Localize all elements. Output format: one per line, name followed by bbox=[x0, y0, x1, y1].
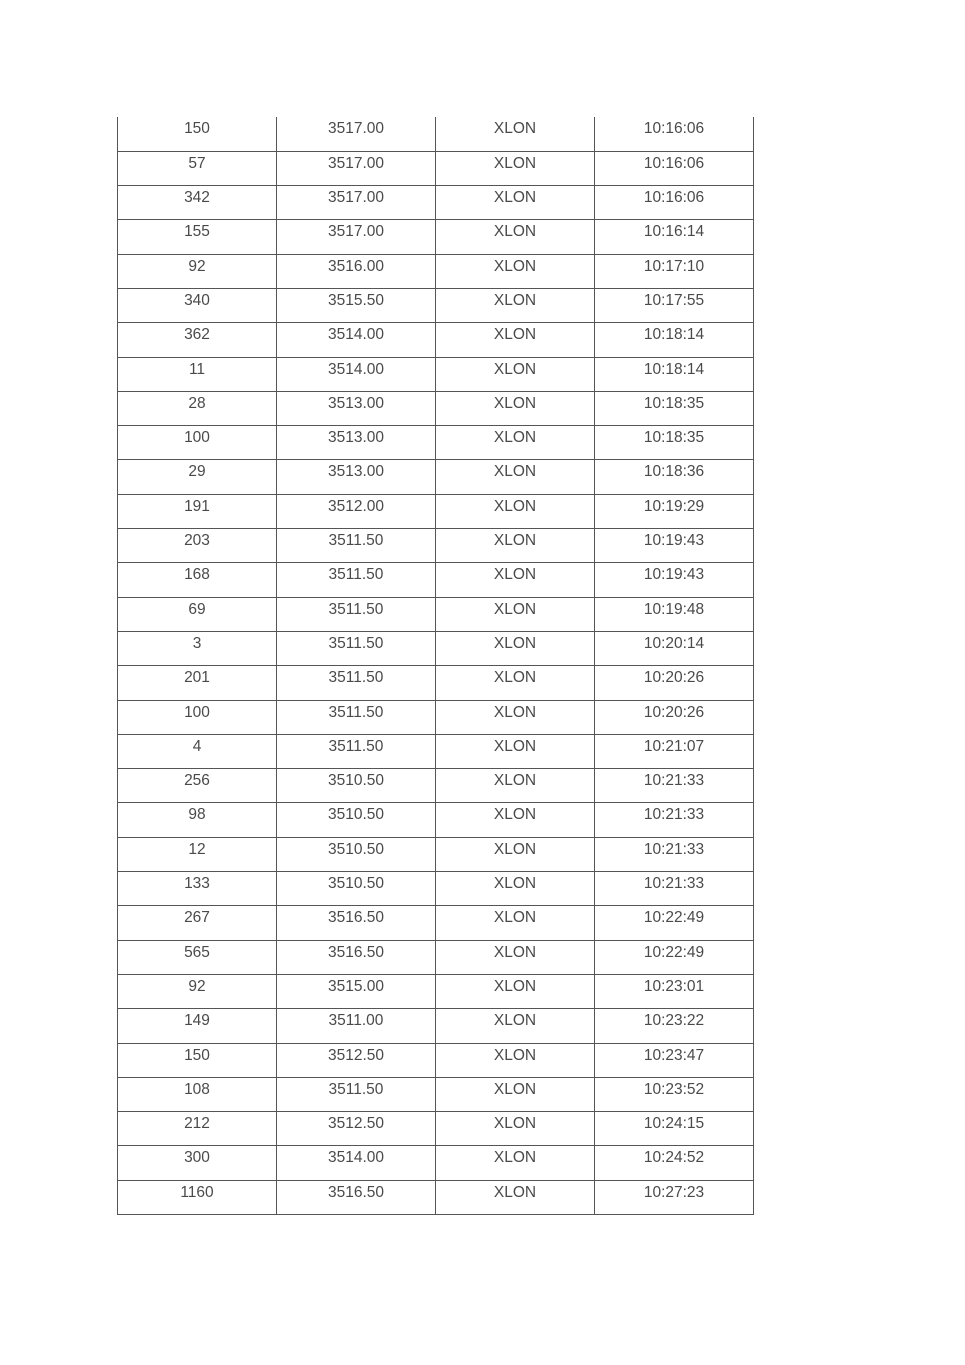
table-row bbox=[118, 186, 754, 220]
price-cell: 3512.50 bbox=[277, 1112, 436, 1146]
venue-cell: XLON bbox=[436, 974, 595, 1008]
time-cell: 10:18:35 bbox=[595, 426, 754, 460]
price-cell: 3511.50 bbox=[277, 597, 436, 631]
volume-cell: 191 bbox=[118, 494, 277, 528]
volume-cell: 150 bbox=[118, 1043, 277, 1077]
time-cell: 10:19:43 bbox=[595, 529, 754, 563]
volume-cell: 133 bbox=[118, 872, 277, 906]
table-row bbox=[118, 220, 754, 254]
venue-cell: XLON bbox=[436, 1077, 595, 1111]
time-cell: 10:18:36 bbox=[595, 460, 754, 494]
volume-cell: 212 bbox=[118, 1112, 277, 1146]
venue-cell: XLON bbox=[436, 494, 595, 528]
venue-cell: XLON bbox=[436, 563, 595, 597]
price-cell: 3511.50 bbox=[277, 631, 436, 665]
table-row bbox=[118, 1077, 754, 1111]
table-row bbox=[118, 151, 754, 185]
volume-cell: 300 bbox=[118, 1146, 277, 1180]
price-cell: 3512.50 bbox=[277, 1043, 436, 1077]
price-cell: 3514.00 bbox=[277, 357, 436, 391]
volume-cell: 92 bbox=[118, 254, 277, 288]
table-row bbox=[118, 700, 754, 734]
time-cell: 10:21:33 bbox=[595, 769, 754, 803]
table-row bbox=[118, 734, 754, 768]
venue-cell: XLON bbox=[436, 529, 595, 563]
time-cell: 10:24:52 bbox=[595, 1146, 754, 1180]
time-cell: 10:20:26 bbox=[595, 700, 754, 734]
volume-cell: 340 bbox=[118, 288, 277, 322]
transactions-table bbox=[117, 117, 754, 1215]
table-row bbox=[118, 357, 754, 391]
venue-cell: XLON bbox=[436, 426, 595, 460]
table-row bbox=[118, 494, 754, 528]
table-row bbox=[118, 1043, 754, 1077]
volume-cell: 69 bbox=[118, 597, 277, 631]
table-row bbox=[118, 1112, 754, 1146]
venue-cell: XLON bbox=[436, 734, 595, 768]
table-row bbox=[118, 837, 754, 871]
time-cell: 10:16:06 bbox=[595, 186, 754, 220]
time-cell: 10:23:22 bbox=[595, 1009, 754, 1043]
price-cell: 3514.00 bbox=[277, 1146, 436, 1180]
time-cell: 10:19:43 bbox=[595, 563, 754, 597]
venue-cell: XLON bbox=[436, 220, 595, 254]
time-cell: 10:17:55 bbox=[595, 288, 754, 322]
price-cell: 3516.00 bbox=[277, 254, 436, 288]
table-row bbox=[118, 631, 754, 665]
table-row bbox=[118, 974, 754, 1008]
venue-cell: XLON bbox=[436, 151, 595, 185]
price-cell: 3513.00 bbox=[277, 426, 436, 460]
volume-cell: 108 bbox=[118, 1077, 277, 1111]
table-row bbox=[118, 1180, 754, 1214]
time-cell: 10:17:10 bbox=[595, 254, 754, 288]
venue-cell: XLON bbox=[436, 117, 595, 151]
volume-cell: 100 bbox=[118, 700, 277, 734]
time-cell: 10:19:48 bbox=[595, 597, 754, 631]
volume-cell: 3 bbox=[118, 631, 277, 665]
price-cell: 3514.00 bbox=[277, 323, 436, 357]
time-cell: 10:22:49 bbox=[595, 940, 754, 974]
venue-cell: XLON bbox=[436, 323, 595, 357]
volume-cell: 150 bbox=[118, 117, 277, 151]
price-cell: 3511.50 bbox=[277, 734, 436, 768]
time-cell: 10:18:14 bbox=[595, 323, 754, 357]
table-row bbox=[118, 769, 754, 803]
time-cell: 10:18:14 bbox=[595, 357, 754, 391]
price-cell: 3515.00 bbox=[277, 974, 436, 1008]
volume-cell: 201 bbox=[118, 666, 277, 700]
price-cell: 3516.50 bbox=[277, 906, 436, 940]
price-cell: 3517.00 bbox=[277, 151, 436, 185]
volume-cell: 12 bbox=[118, 837, 277, 871]
price-cell: 3511.50 bbox=[277, 1077, 436, 1111]
time-cell: 10:20:14 bbox=[595, 631, 754, 665]
volume-cell: 267 bbox=[118, 906, 277, 940]
venue-cell: XLON bbox=[436, 186, 595, 220]
price-cell: 3512.00 bbox=[277, 494, 436, 528]
table-row bbox=[118, 426, 754, 460]
price-cell: 3510.50 bbox=[277, 769, 436, 803]
price-cell: 3515.50 bbox=[277, 288, 436, 322]
volume-cell: 11 bbox=[118, 357, 277, 391]
volume-cell: 4 bbox=[118, 734, 277, 768]
venue-cell: XLON bbox=[436, 1009, 595, 1043]
table-row bbox=[118, 254, 754, 288]
venue-cell: XLON bbox=[436, 1180, 595, 1214]
venue-cell: XLON bbox=[436, 1146, 595, 1180]
price-cell: 3510.50 bbox=[277, 837, 436, 871]
volume-cell: 98 bbox=[118, 803, 277, 837]
time-cell: 10:21:33 bbox=[595, 872, 754, 906]
time-cell: 10:16:06 bbox=[595, 117, 754, 151]
time-cell: 10:23:47 bbox=[595, 1043, 754, 1077]
venue-cell: XLON bbox=[436, 597, 595, 631]
volume-cell: 155 bbox=[118, 220, 277, 254]
price-cell: 3511.00 bbox=[277, 1009, 436, 1043]
volume-cell: 256 bbox=[118, 769, 277, 803]
table-row bbox=[118, 940, 754, 974]
venue-cell: XLON bbox=[436, 391, 595, 425]
venue-cell: XLON bbox=[436, 906, 595, 940]
volume-cell: 342 bbox=[118, 186, 277, 220]
volume-cell: 168 bbox=[118, 563, 277, 597]
venue-cell: XLON bbox=[436, 357, 595, 391]
volume-cell: 28 bbox=[118, 391, 277, 425]
volume-cell: 203 bbox=[118, 529, 277, 563]
price-cell: 3517.00 bbox=[277, 186, 436, 220]
time-cell: 10:23:01 bbox=[595, 974, 754, 1008]
table-row bbox=[118, 666, 754, 700]
time-cell: 10:20:26 bbox=[595, 666, 754, 700]
table-row bbox=[118, 460, 754, 494]
price-cell: 3511.50 bbox=[277, 529, 436, 563]
time-cell: 10:23:52 bbox=[595, 1077, 754, 1111]
price-cell: 3517.00 bbox=[277, 220, 436, 254]
volume-cell: 149 bbox=[118, 1009, 277, 1043]
price-cell: 3511.50 bbox=[277, 666, 436, 700]
venue-cell: XLON bbox=[436, 666, 595, 700]
volume-cell: 362 bbox=[118, 323, 277, 357]
time-cell: 10:19:29 bbox=[595, 494, 754, 528]
price-cell: 3516.50 bbox=[277, 940, 436, 974]
venue-cell: XLON bbox=[436, 1112, 595, 1146]
venue-cell: XLON bbox=[436, 837, 595, 871]
table-row bbox=[118, 872, 754, 906]
table-row bbox=[118, 563, 754, 597]
price-cell: 3513.00 bbox=[277, 391, 436, 425]
time-cell: 10:16:06 bbox=[595, 151, 754, 185]
volume-cell: 29 bbox=[118, 460, 277, 494]
price-cell: 3516.50 bbox=[277, 1180, 436, 1214]
time-cell: 10:21:33 bbox=[595, 837, 754, 871]
time-cell: 10:21:33 bbox=[595, 803, 754, 837]
table-row bbox=[118, 906, 754, 940]
table-row bbox=[118, 1146, 754, 1180]
time-cell: 10:21:07 bbox=[595, 734, 754, 768]
transactions-table-body bbox=[118, 117, 754, 1215]
venue-cell: XLON bbox=[436, 872, 595, 906]
time-cell: 10:22:49 bbox=[595, 906, 754, 940]
price-cell: 3513.00 bbox=[277, 460, 436, 494]
price-cell: 3517.00 bbox=[277, 117, 436, 151]
price-cell: 3511.50 bbox=[277, 563, 436, 597]
table-row bbox=[118, 391, 754, 425]
volume-cell: 92 bbox=[118, 974, 277, 1008]
price-cell: 3510.50 bbox=[277, 872, 436, 906]
table-row bbox=[118, 117, 754, 151]
volume-cell: 1160 bbox=[118, 1180, 277, 1214]
volume-cell: 57 bbox=[118, 151, 277, 185]
price-cell: 3511.50 bbox=[277, 700, 436, 734]
venue-cell: XLON bbox=[436, 631, 595, 665]
volume-cell: 100 bbox=[118, 426, 277, 460]
venue-cell: XLON bbox=[436, 769, 595, 803]
time-cell: 10:24:15 bbox=[595, 1112, 754, 1146]
price-cell: 3510.50 bbox=[277, 803, 436, 837]
table-row bbox=[118, 529, 754, 563]
table-row bbox=[118, 323, 754, 357]
venue-cell: XLON bbox=[436, 803, 595, 837]
venue-cell: XLON bbox=[436, 460, 595, 494]
venue-cell: XLON bbox=[436, 700, 595, 734]
table-row bbox=[118, 597, 754, 631]
table-row bbox=[118, 1009, 754, 1043]
volume-cell: 565 bbox=[118, 940, 277, 974]
table-row bbox=[118, 803, 754, 837]
time-cell: 10:16:14 bbox=[595, 220, 754, 254]
time-cell: 10:27:23 bbox=[595, 1180, 754, 1214]
venue-cell: XLON bbox=[436, 1043, 595, 1077]
venue-cell: XLON bbox=[436, 940, 595, 974]
venue-cell: XLON bbox=[436, 288, 595, 322]
venue-cell: XLON bbox=[436, 254, 595, 288]
time-cell: 10:18:35 bbox=[595, 391, 754, 425]
table-row bbox=[118, 288, 754, 322]
